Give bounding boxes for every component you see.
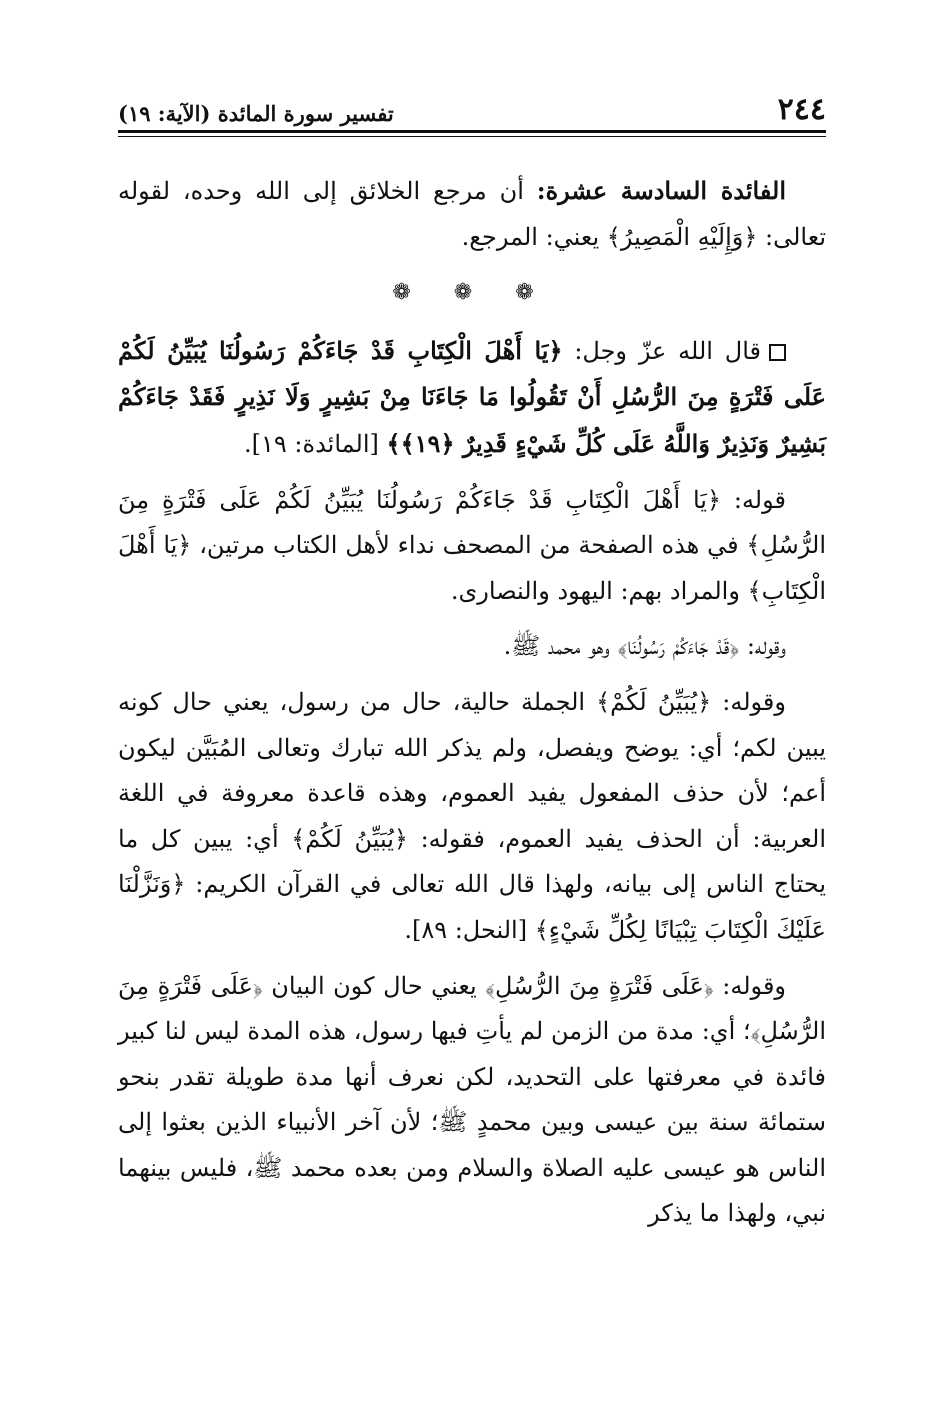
- paragraph-verse: [118, 328, 826, 468]
- benefit-heading: الفائدة السادسة عشرة:: [536, 176, 786, 205]
- page-body: [118, 168, 826, 1247]
- verse-text: ﴿يَا أَهْلَ الْكِتَابِ قَدْ جَاءَكُمْ رَسُولُنَا يُبَيِّنُ لَكُمْ عَلَى فَتْرَةٍ مِنَ الرُّسُلِ أَنْ تَقُولُوا مَا جَاءَنَا مِنْ بَشِيرٍ وَلَا نَذِيرٍ فَقَدْ جَاءَكُمْ بَشِيرٌ وَنَذِيرٌ وَاللَّهُ عَلَى كُلِّ شَيْءٍ قَدِيرٌ ﴿١٩﴾﴾: [118, 335, 826, 458]
- benefit-text: أن مرجع الخلائق إلى الله وحده، لقوله تعالى: ﴿وَإِلَيْهِ الْمَصِيرُ﴾ يعني: المرجع.: [118, 177, 826, 251]
- page-number: ٢٤٤: [777, 92, 826, 127]
- paragraph-commentary-2: وقوله: ﴿قَدْ جَاءَكُمْ رَسُولُنَا﴾ وهو محمد ﷺ.: [503, 632, 786, 661]
- paragraph-commentary-4: وقوله: ﴿عَلَى فَتْرَةٍ مِنَ الرُّسُلِ﴾ يعني حال كون البيان ﴿عَلَى فَتْرَةٍ مِنَ الرُّسُلِ﴾؛ أي: مدة من الزمن لم يأتِ فيها رسول، هذه المدة ليس لنا كبير فائدة في معرفتها على التحديد، لكن نعرف أنها مدة طويلة تقدر بنحو ستمائة سنة بين عيسى وبين محمدٍ ﷺ؛ لأن آخر الأنبياء الذين بعثوا إلى الناس هو عيسى عليه الصلاة والسلام ومن بعده محمد ﷺ، فليس بينهما نبي، ولهذا ما يذكر: [118, 971, 826, 1228]
- running-title: تفسير سورة المائدة (الآية: ١٩): [118, 101, 394, 126]
- square-bullet-icon: [769, 344, 786, 361]
- verse-reference: [المائدة: ١٩].: [244, 429, 387, 458]
- header-rule-thin: [118, 136, 826, 137]
- header-rule-thick: [118, 130, 826, 133]
- paragraph-commentary-3: وقوله: ﴿يُبَيِّنُ لَكُمْ﴾ الجملة حالية، حال من رسول، يعني حال كونه يبين لكم؛ أي: يوضح ويفصل، ولم يذكر الله تبارك وتعالى المُبَيَّن ليكون أعم؛ لأن حذف المفعول يفيد العموم، وهذه قاعدة معروفة في اللغة العربية: أن الحذف يفيد العموم، فقوله: ﴿يُبَيِّنُ لَكُمْ﴾ أي: يبين كل ما يحتاج الناس إلى بيانه، ولهذا قال الله تعالى في القرآن الكريم: ﴿وَنَزَّلْنَا عَلَيْكَ الْكِتَابَ تِبْيَانًا لِكُلِّ شَيْءٍ﴾ [النحل: ٨٩].: [118, 687, 826, 944]
- paragraph-benefit-16: [118, 168, 826, 260]
- page-header: [118, 92, 826, 134]
- verse-intro: قال الله عزّ وجل:: [562, 336, 762, 365]
- paragraph-commentary-1: قوله: ﴿يَا أَهْلَ الْكِتَابِ قَدْ جَاءَكُمْ رَسُولُنَا يُبَيِّنُ لَكُمْ عَلَى فَتْرَةٍ مِنَ الرُّسُلِ﴾ في هذه الصفحة من المصحف نداء لأهل الكتاب مرتين، ﴿يَا أَهْلَ الْكِتَابِ﴾ والمراد بهم: اليهود والنصارى.: [118, 485, 826, 605]
- section-separator: ❁ ❁ ❁: [392, 280, 552, 306]
